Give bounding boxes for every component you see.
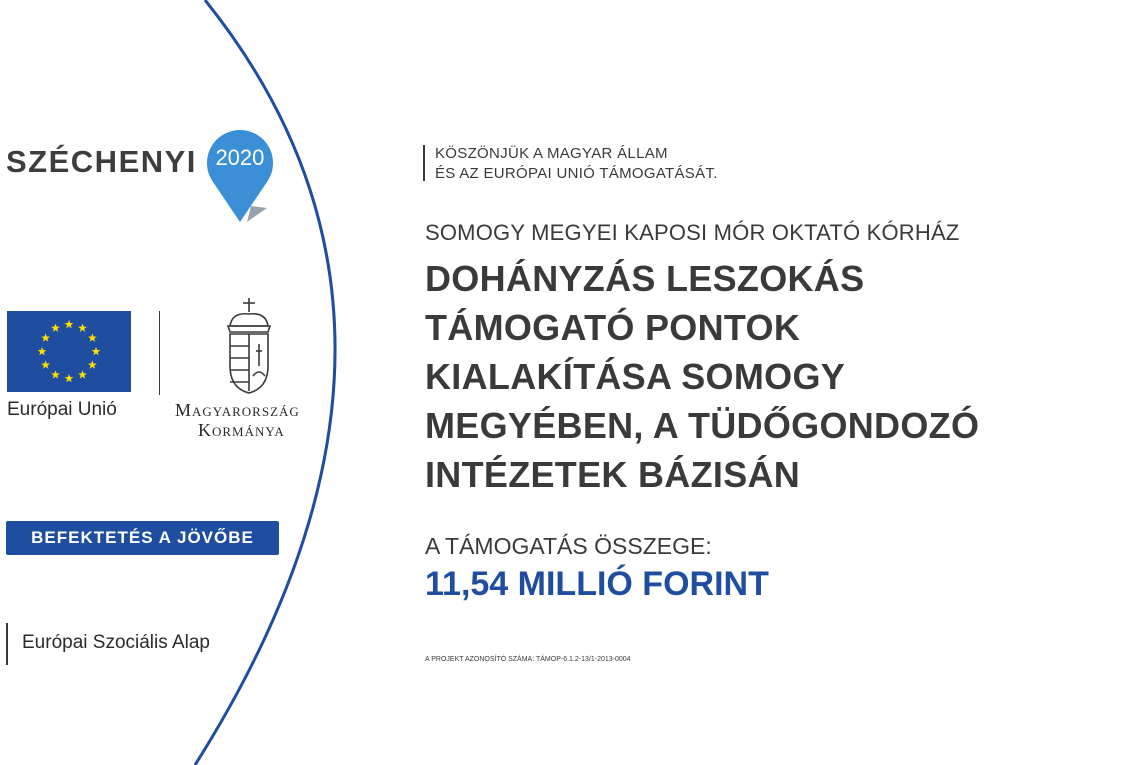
szechenyi-2020-logo (6, 128, 275, 224)
government-label-line1: Magyarország (175, 400, 300, 420)
project-id: A PROJEKT AZONOSÍTÓ SZÁMA: TÁMOP-6.1.2-13/1-2013-0004 (425, 656, 631, 663)
project-title-line: INTÉZETEK BÁZISÁN (425, 454, 801, 495)
fund-label: Európai Szociális Alap (22, 632, 210, 653)
brand-word: SZÉCHENYI (6, 144, 197, 179)
amount-value: 11,54 MILLIÓ FORINT (425, 565, 769, 603)
invest-in-future-badge: BEFEKTETÉS A JÖVŐBE (6, 521, 279, 555)
project-title-line: KIALAKÍTÁSA SOMOGY (425, 356, 846, 397)
coat-of-arms-icon (220, 296, 278, 396)
organization-name: SOMOGY MEGYEI KAPOSI MÓR OKTATÓ KÓRHÁZ (425, 220, 960, 245)
eu-flag-icon (7, 311, 131, 392)
thanks-accent-bar (423, 145, 425, 181)
fund-accent-bar (6, 623, 8, 665)
amount-label: A TÁMOGATÁS ÖSSZEGE: (425, 533, 712, 559)
eu-label: Európai Unió (7, 399, 117, 420)
project-title-line: DOHÁNYZÁS LESZOKÁS (425, 258, 865, 299)
location-pin-icon (205, 128, 275, 224)
project-title (425, 254, 1105, 499)
logo-divider (159, 311, 160, 395)
thanks-line-1: KÖSZÖNJÜK A MAGYAR ÁLLAM (435, 145, 668, 162)
thanks-line-2: ÉS AZ EURÓPAI UNIÓ TÁMOGATÁSÁT. (435, 165, 718, 182)
government-label-line2: Kormánya (198, 420, 285, 440)
brand-year: 2020 (215, 145, 265, 170)
project-title-line: MEGYÉBEN, A TÜDŐGONDOZÓ (425, 405, 980, 446)
project-title-line: TÁMOGATÓ PONTOK (425, 307, 801, 348)
